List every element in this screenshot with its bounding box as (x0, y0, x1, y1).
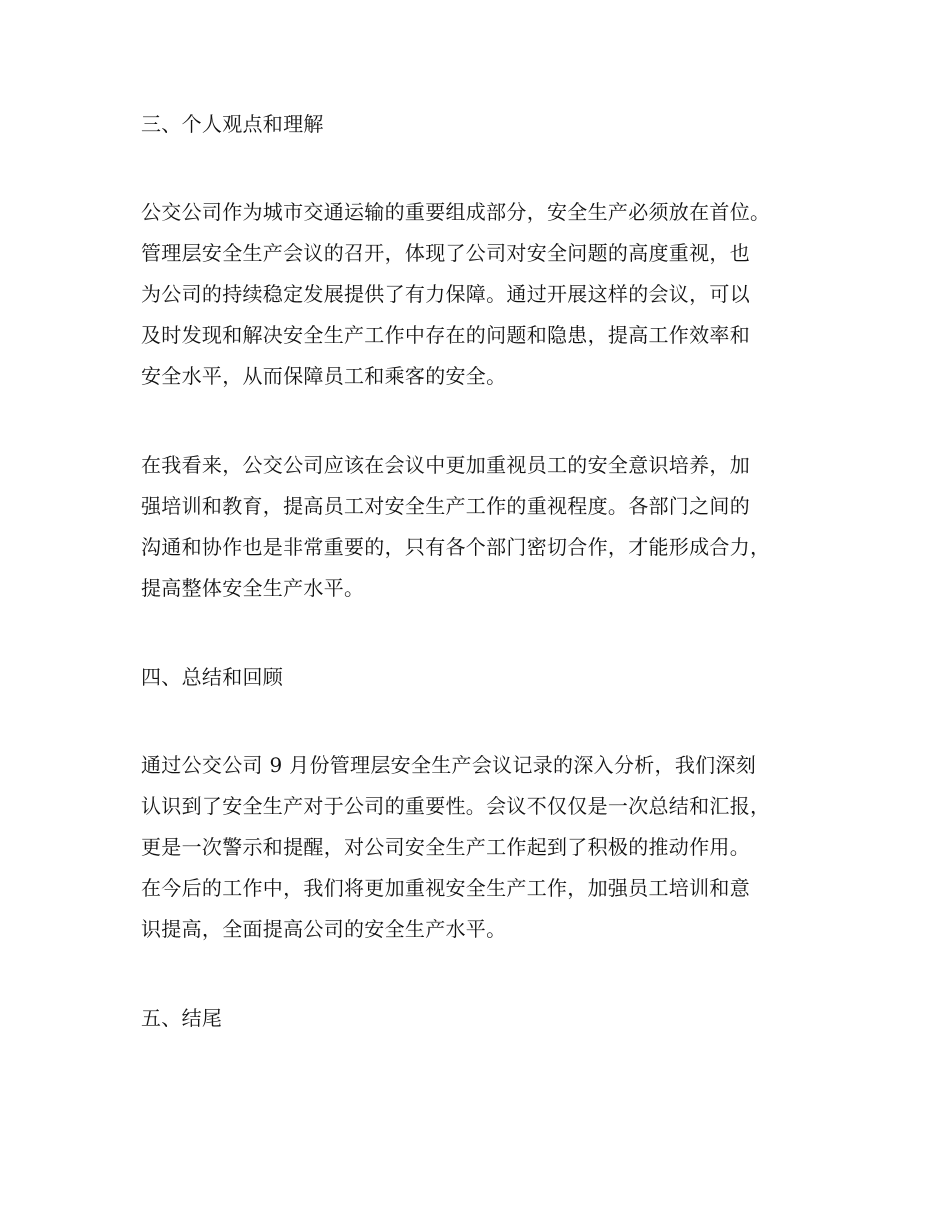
paragraph-line: 为公司的持续稳定发展提供了有力保障。通过开展这样的会议，可以 (141, 282, 750, 306)
section-heading-5: 五、结尾 (141, 1006, 223, 1030)
section-heading-3: 三、个人观点和理解 (141, 112, 324, 136)
paragraph-line: 强培训和教育，提高员工对安全生产工作的重视程度。各部门之间的 (141, 494, 750, 518)
paragraph-line: 沟通和协作也是非常重要的，只有各个部门密切合作，才能形成合力， (141, 535, 771, 559)
paragraph-line: 通过公交公司 9 月份管理层安全生产会议记录的深入分析，我们深刻 (141, 753, 757, 777)
paragraph-line: 在我看来，公交公司应该在会议中更加重视员工的安全意识培养，加 (141, 453, 750, 477)
paragraph-line: 更是一次警示和提醒，对公司安全生产工作起到了积极的推动作用。 (141, 835, 750, 859)
paragraph-line: 安全水平，从而保障员工和乘客的安全。 (141, 364, 507, 388)
paragraph-line: 公交公司作为城市交通运输的重要组成部分，安全生产必须放在首位。 (141, 200, 771, 224)
paragraph-line: 管理层安全生产会议的召开，体现了公司对安全问题的高度重视，也 (141, 241, 750, 265)
paragraph-line: 认识到了安全生产对于公司的重要性。会议不仅仅是一次总结和汇报， (141, 794, 771, 818)
section-heading-4: 四、总结和回顾 (141, 665, 284, 689)
paragraph-line: 在今后的工作中，我们将更加重视安全生产工作，加强员工培训和意 (141, 876, 750, 900)
paragraph-line: 识提高，全面提高公司的安全生产水平。 (141, 917, 507, 941)
paragraph-line: 及时发现和解决安全生产工作中存在的问题和隐患，提高工作效率和 (141, 323, 750, 347)
paragraph-line: 提高整体安全生产水平。 (141, 576, 365, 600)
